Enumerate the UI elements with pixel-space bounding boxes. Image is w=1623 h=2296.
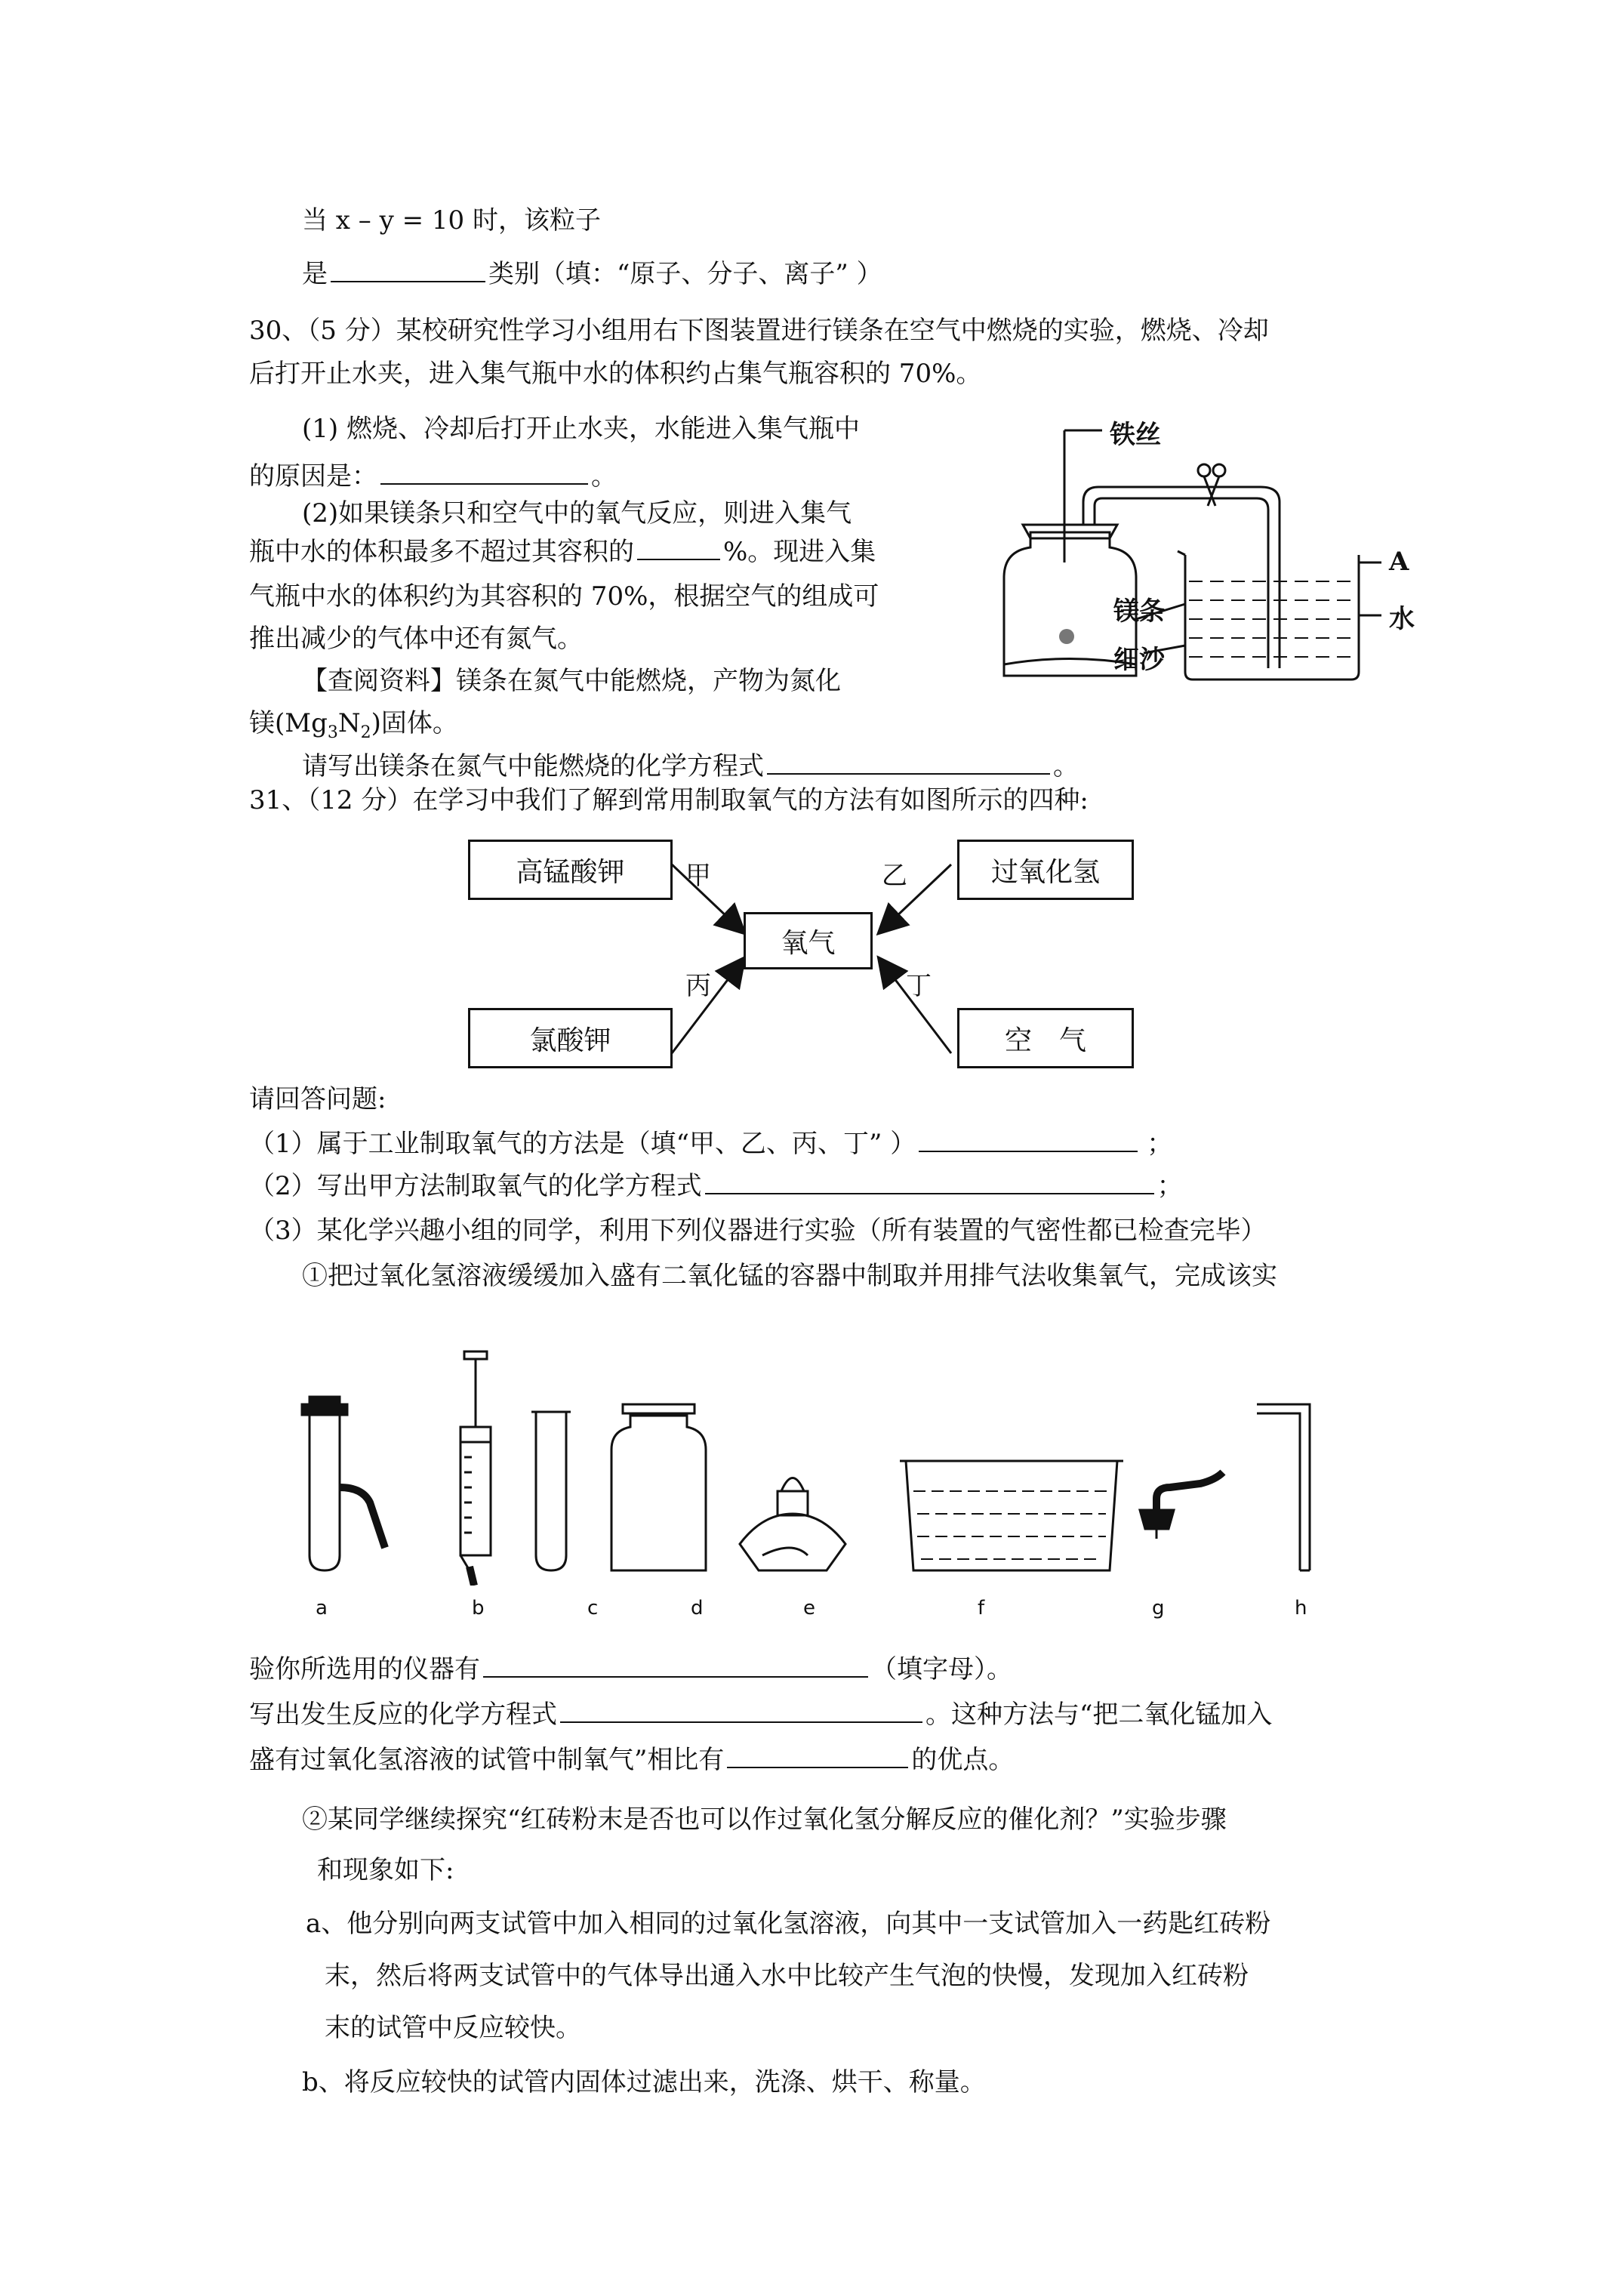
q31-sub3: （3）某化学兴趣小组的同学，利用下列仪器进行实验（所有装置的气密性都已检查完毕） — [249, 1216, 1267, 1246]
apparatus-f — [900, 1461, 1123, 1570]
box-oxygen: 氧气 — [744, 912, 873, 969]
q31-instruments-blank[interactable] — [483, 1653, 868, 1678]
q30-part1-b-pre: 的原因是： — [249, 461, 377, 492]
q29-line1: 当 x – y = 10 时，该粒子 — [302, 205, 601, 236]
apparatus-c — [531, 1412, 571, 1570]
q30-part2-b-post: %。现进入集 — [723, 537, 876, 567]
apparatus-label-c: c — [587, 1597, 599, 1620]
box-kmno4: 高锰酸钾 — [468, 840, 673, 900]
q30-equation-blank[interactable] — [767, 750, 1050, 775]
q30-ask-end: 。 — [1053, 751, 1079, 781]
apparatus-label-g: g — [1152, 1597, 1165, 1620]
q31-sub2-end: ； — [1156, 1171, 1183, 1201]
q30-part2-a: (2)如果镁条只和空气中的氧气反应，则进入集气 — [302, 498, 852, 529]
q31-sub3-1: ①把过氧化氢溶液缓缓加入盛有二氧化锰的容器中制取并用排气法收集氧气，完成该实 — [302, 1261, 1277, 1291]
q31-sub3-1d-pre: 盛有过氧化氢溶液的试管中制氧气”相比有 — [249, 1745, 725, 1775]
q31-advantage-blank[interactable] — [727, 1744, 908, 1768]
q30-info-sub-2: 2 — [360, 723, 371, 742]
label-jia: 甲 — [685, 861, 711, 891]
q30-part1-end: 。 — [591, 461, 617, 492]
connecting-tube — [1083, 487, 1280, 668]
q30-reason-blank[interactable] — [380, 461, 588, 485]
label-a: A — [1389, 547, 1409, 577]
q30-percent-blank[interactable] — [637, 536, 720, 560]
beaker-water — [1189, 581, 1355, 657]
q31-sub2-pre: （2）写出甲方法制取氧气的化学方程式 — [249, 1171, 702, 1201]
q30-info-b — [249, 708, 458, 748]
q31-sub3-1d — [249, 1744, 1014, 1775]
q31-sub1-pre: （1）属于工业制取氧气的方法是（填“甲、乙、丙、丁” ） — [249, 1129, 916, 1159]
q30-part2-b-pre: 瓶中水的体积最多不超过其容积的 — [249, 537, 634, 567]
q30-ask-pre: 请写出镁条在氮气中能燃烧的化学方程式 — [302, 751, 764, 781]
lab-apparatus-row — [279, 1336, 1336, 1586]
q30-apparatus-figure — [959, 411, 1427, 683]
q29-line2-pre: 是 — [302, 259, 328, 289]
q30-info-a: 【查阅资料】镁条在氮气中能燃烧，产物为氮化 — [302, 666, 841, 696]
q31-sub3-2a: ②某同学继续探究“红砖粉末是否也可以作过氧化氢分解反应的催化剂？”实验步骤 — [302, 1804, 1227, 1835]
q30-part2-d: 推出减少的气体中还有氮气。 — [249, 624, 583, 654]
apparatus-d — [611, 1404, 706, 1570]
q31-sub3-1c-post: 。这种方法与“把二氧化锰加入 — [925, 1700, 1273, 1730]
q31-sub3-1b — [249, 1653, 1012, 1684]
q31-sub3-1c — [249, 1699, 1272, 1730]
q30-part1-a: (1) 燃烧、冷却后打开止水夹，水能进入集气瓶中 — [302, 414, 860, 444]
q29-line2-post: 类别（填：“原子、分子、离子” ） — [488, 259, 882, 289]
label-bing: 丙 — [685, 971, 711, 1001]
box-h2o2: 过氧化氢 — [957, 840, 1134, 900]
q29-answer-blank[interactable] — [331, 258, 485, 282]
apparatus-h — [1257, 1404, 1310, 1570]
q31-sub2 — [249, 1170, 1183, 1201]
q30-part2-c: 气瓶中水的体积约为其容积的 70%，根据空气的组成可 — [249, 581, 879, 612]
q31-step-a3: 末的试管中反应较快。 — [325, 2013, 581, 2043]
label-water: 水 — [1389, 604, 1415, 634]
beaker — [1185, 555, 1359, 680]
q31-step-a2: 末，然后将两支试管中的气体导出通入水中比较产生气泡的快慢，发现加入红砖粉 — [325, 1961, 1249, 1991]
q31-sub3-2b: 和现象如下: — [317, 1855, 454, 1885]
q31-sub1-blank[interactable] — [919, 1128, 1138, 1152]
q31-step-b: b、将反应较快的试管内固体过滤出来，洗涤、烘干、称量。 — [302, 2067, 986, 2097]
apparatus-b — [460, 1351, 491, 1586]
apparatus-label-b: b — [472, 1597, 485, 1620]
q31-sub1 — [249, 1128, 1172, 1159]
q31-stem: 31、（12 分）在学习中我们了解到常用制取氧气的方法有如图所示的四种: — [249, 785, 1089, 815]
q30-info-b-pre: 镁(Mg — [249, 708, 328, 738]
label-iron-wire: 铁丝 — [1110, 420, 1161, 450]
apparatus-label-a: a — [316, 1597, 328, 1620]
q31-sub3-1b-pre: 验你所选用的仪器有 — [249, 1654, 480, 1684]
apparatus-e — [740, 1478, 845, 1571]
q30-stem-1: 30、（5 分）某校研究性学习小组用右下图装置进行镁条在空气中燃烧的实验，燃烧、冷却 — [249, 316, 1269, 346]
q30-stem-2: 后打开止水夹，进入集气瓶中水的体积约占集气瓶容积的 70%。 — [249, 359, 982, 389]
q30-ask — [302, 750, 1079, 781]
q31-sub3-1c-pre: 写出发生反应的化学方程式 — [249, 1700, 557, 1730]
q30-part1-b — [249, 461, 617, 492]
apparatus-g — [1140, 1472, 1223, 1539]
apparatus-label-e: e — [803, 1597, 815, 1620]
apparatus-a — [302, 1397, 385, 1570]
apparatus-label-d: d — [691, 1597, 704, 1620]
q30-info-sub-3: 3 — [327, 723, 338, 742]
q31-prompt: 请回答问题: — [249, 1084, 387, 1114]
q31-sub3-1d-post: 的优点。 — [911, 1745, 1015, 1775]
label-magnesium: 镁条 — [1113, 596, 1165, 627]
q30-info-b-post: )固体。 — [371, 708, 458, 738]
q30-info-n: N — [337, 708, 361, 738]
q31-step-a1: a、他分别向两支试管中加入相同的过氧化氢溶液，向其中一支试管加入一药匙红砖粉 — [306, 1909, 1271, 1939]
q31-equation-blank[interactable] — [560, 1699, 922, 1723]
label-sand: 细沙 — [1113, 645, 1165, 675]
q31-sub1-end: ； — [1147, 1129, 1173, 1159]
q31-sub3-1b-post: （填字母）。 — [871, 1654, 1012, 1684]
q30-part2-b — [249, 536, 876, 567]
apparatus-label-h: h — [1295, 1597, 1307, 1620]
burning-magnesium — [1059, 629, 1074, 644]
q29-line2 — [302, 258, 882, 289]
q31-sub2-blank[interactable] — [705, 1170, 1154, 1194]
box-air: 空 气 — [957, 1008, 1134, 1068]
label-yi: 乙 — [882, 861, 907, 891]
box-kclo3: 氯酸钾 — [468, 1008, 673, 1068]
apparatus-label-f: f — [978, 1597, 985, 1620]
label-ding: 丁 — [906, 971, 932, 1001]
